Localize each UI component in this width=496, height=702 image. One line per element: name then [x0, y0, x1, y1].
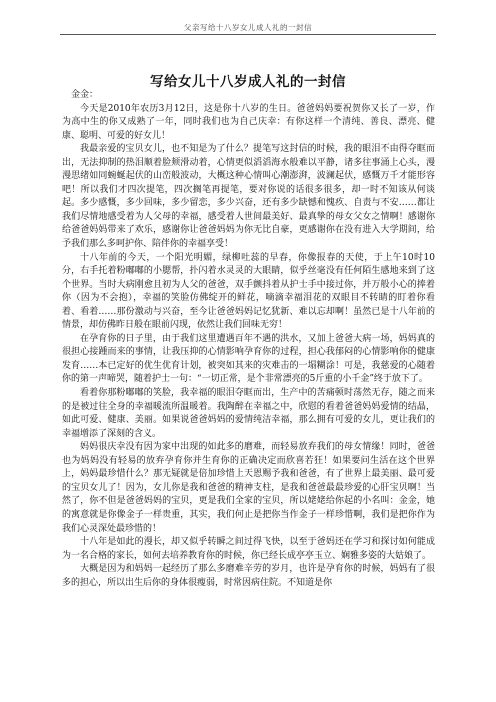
- header-divider: [60, 34, 436, 35]
- letter-body: [62, 89, 435, 590]
- paragraph: 今天是2010年农历3月12日，这是你十八岁的生日。爸爸妈妈要祝贺你又长了一岁，作为高中生的你又成熟了一年，同时我们也为自己庆幸：有你这样一个清纯、善良、漂亮、健康、聪明、可爱的好女儿！: [62, 103, 435, 141]
- salutation: 金金：: [71, 90, 99, 100]
- running-header: 父亲写给十八岁女儿成人礼的一封信: [184, 23, 312, 32]
- paragraph: 在孕育你的日子里，由于我们这里遭遇百年不遇的洪水，又加上爸爸大病一场，妈妈真的很担心接踵而来的事情，让我压抑的心情影响孕育你的过程，担心我郁闷的心情影响你的健康发育……本已定好的优生优育计划，被突如其来的灾难击的一塌糊涂！可是，我慈爱的心随着你的第一声啼哭，随着护士一句：“一切正常，是个非常漂亮的5斤重的小千金”终于放下了。: [62, 333, 435, 385]
- paragraph: 大概是因为和妈妈一起经历了那么多磨难辛劳的岁月，也许是孕育你的时候，妈妈有了很多的担心，所以出生后你的身体很瘦弱，时常因病住院。不知道是你: [62, 564, 435, 588]
- paragraph: 十八年前的今天，一个阳光明媚，绿柳吐蕊的早春，你像报春的天使，于上午10时10分，右手托着粉嘟嘟的小腮帮，扑闪着水灵灵的大眼睛，似乎丝毫没有任何陌生感地来到了这个世界。当时大病刚愈且初为人父的爸爸，双手颤抖着从护士手中接过你，并万般小心的捧着你（因为不会抱），幸福的笑脸仿佛绽开的鲜花，嘀滴幸福泪花的双眼目不转睛的盯着你看着、看着……那份激动与兴奋，至今让爸爸妈妈记忆犹新、难以忘却啊！虽然已是十八年前的情景，却仿佛昨日般在眼前闪现，依然让我们回味无穷！: [62, 252, 435, 331]
- paragraph: 妈妈很庆幸没有因为家中出现的如此多的磨难，而轻易放弃我们的母女情缘！同时，爸爸也为妈妈没有轻易的放弃孕育你并生育你的正确决定而欣喜若狂！如果要问生活在这个世界上，妈妈最珍惜什么？那无疑就是倍加珍惜上天恩赐予我和爸爸，有了世界上最美丽、最可爱的宝贝女儿了！因为，女儿你是我和爸爸的精神支柱，是我和爸爸最最珍爱的心肝宝贝啊！当然了，你不但是爸爸妈妈的宝贝，更是我们全家的宝贝，所以姥姥给你起的小名叫：金金，她的寓意就是你像金子一样贵重，其实，我们何止是把你当作金子一样珍惜啊，我们是把你作为我们心灵深处最珍惜的！: [62, 442, 435, 534]
- document-title: 写给女儿十八岁成人礼的一封信: [150, 74, 346, 90]
- paragraph: 我最亲爱的宝贝女儿，也不知是为了什么？提笔写这封信的时候，我的眼泪不由得夺眶而出，无法抑制的热泪顺着脸颊滑动着，心情更似滔滔海水般难以平静，诸多往事涌上心头，漫漫思绪如同蜿蜒起伏的山峦般波动，大概这种心情叫心潮澎湃，波澜起伏，感慨万千才能形容吧！所以我们才四次提笔，四次搁笔再提笔，要对你说的话很多很多，却一时不知该从何谈起。多少感慨，多少回味，多少留恋，多少兴奋，还有多少缺憾和愧疚、自责与不安……都让我们尽情地感受着为人父母的幸福，感受着人世间最美好、最真挚的母女父女之情啊！感谢你给爸爸妈妈带来了欢乐，感谢你让爸爸妈妈为你无比自豪，更感谢你在没有进入大学期间，给予我们那么多呵护你、陪伴你的幸福享受！: [62, 144, 435, 250]
- paragraph: 看着你那粉嘟嘟的笑脸，我幸福的眼泪夺眶而出，生产中的苦痛顿时荡然无存，随之而来的是被过往全身的幸福暖流所温暖着。我陶醉在幸福之中，欣慰的看着爸爸妈妈爱情的结晶，如此可爱、健康、美丽。如果说爸爸妈妈的爱情纯洁幸福，那么拥有可爱的女儿，更让我们的幸福增添了深刻的含义。: [62, 388, 435, 439]
- paragraph: 十八年是如此的漫长，却又似乎转瞬之间过得飞快，以至于爸妈还在学习和探讨如何能成为一名合格的家长，如何去培养教育你的时候，你已经长成亭亭玉立、娴雅多姿的大姑娘了。: [62, 537, 435, 561]
